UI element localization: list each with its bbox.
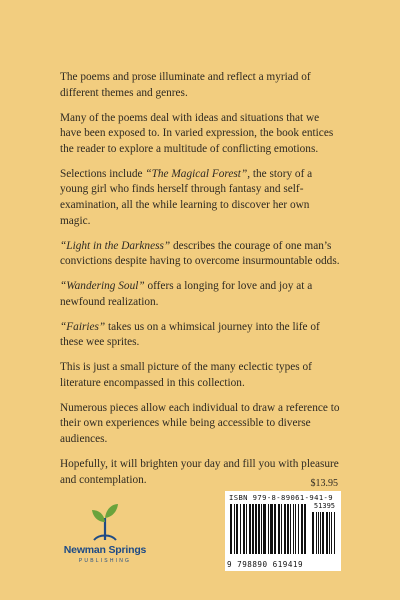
paragraph-2 [60,111,342,158]
paragraph-6 [60,320,342,351]
paragraph-5 [60,279,342,310]
barcode-digits: 9 798890 619419 [227,560,304,569]
paragraph-text: takes us on a whimsical journey into the life of these wee sprites. [60,320,320,349]
paragraph-text: Numerous pieces allow each individual to draw a reference to their own experiences while being accessible to diverse audiences. [60,401,340,446]
paragraph-text: , the story of a young girl who finds herself through fantasy and self-examination, all the while learning to discover her own magic. [60,167,313,227]
price-addon-digits: 51395 [313,502,335,510]
paragraph-8 [60,401,342,448]
paragraph-7 [60,360,342,391]
barcode-bars [230,504,336,558]
back-cover-blurb [60,70,342,498]
paragraph-text: Many of the poems deal with ideas and situations that we have been exposed to. In varied expression, the book entices the reader to explore a multitude of conflicting emotions. [60,111,334,155]
paragraph-text: Hopefully, it will brighten your day and fill you with pleasure and contemplation. [60,458,339,486]
barcode-bars-graphic [230,504,336,558]
paragraph-3 [60,167,342,229]
title-the-magical-forest: “The Magical Forest” [145,167,248,180]
sprout-logo-icon [90,500,120,542]
paragraph-text: describes the courage of one man’s convictions despite having to overcome insurmountable odds. [60,239,340,268]
price-label: $13.95 [310,478,338,489]
publisher-subtitle: PUBLISHING [78,558,132,564]
publisher-name: Newman Springs [63,544,147,556]
paragraph-text: offers a longing for love and joy at a newfound realization. [60,280,313,308]
paragraph-text: The poems and prose illuminate and reflect a myriad of different themes and genres. [60,71,311,99]
paragraph-4 [60,239,342,270]
title-fairies: “Fairies” [60,320,106,333]
isbn-label: ISBN 979-8-89061-941-9 [229,493,333,502]
paragraph-text: This is just a small picture of the many eclectic types of literature encompassed in this collection. [60,361,312,389]
title-wandering-soul: “Wandering Soul” [60,280,145,293]
paragraph-9 [60,457,342,488]
publisher-logo [60,500,150,570]
paragraph-1 [60,70,342,101]
paragraph-lead: Selections include [60,167,146,180]
isbn-barcode [225,491,341,571]
title-light-in-the-darkness: “Light in the Darkness” [60,239,171,252]
